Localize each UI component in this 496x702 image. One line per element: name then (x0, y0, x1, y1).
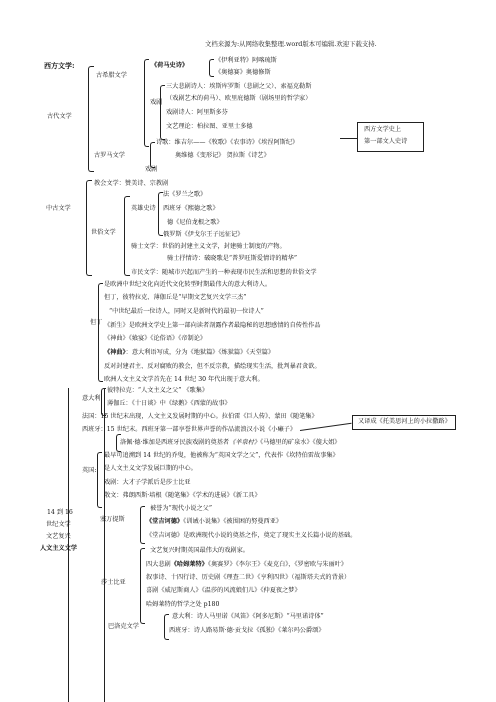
greek-drama-brace (160, 85, 165, 140)
medieval-brace (86, 180, 92, 276)
shakespeare-line5: 哈姆莱特的哲学之处 p180 (146, 601, 220, 608)
dante-line6 (104, 350, 274, 356)
homer-epic-title: 《荷马史诗》 (151, 62, 189, 69)
dante-line5: 《神曲》《飨宴》《论俗语》《帝制论》 (104, 335, 207, 342)
renaissance-line3: 文艺复兴 (46, 533, 71, 540)
baroque-spain: 西班牙：诗人路易斯·德·贡戈拉《孤独》《莱尔玛公爵颂》 (169, 627, 325, 634)
callout-line2: 第一部文人史诗 (364, 138, 408, 145)
renaissance-line2: 世纪文学 (46, 521, 71, 528)
callout-pointer (340, 138, 357, 139)
shakespeare-line3: 叙事诗、十四行诗、历史剧《理查二世》《亨利四世》（福斯塔夫式的背景） (146, 574, 351, 581)
england-prose: 散文：弗朗西斯·培根《随笔集》《学术的进展》《新工具》 (104, 492, 261, 499)
shakespeare-line1: 文艺复兴时期英国最伟大的戏剧家。 (150, 547, 249, 554)
shakespeare-line4: 喜剧《威尼斯商人》《温莎的风流娘们儿》《仲夏夜之梦》 (146, 587, 301, 594)
odyssey: 《奥德赛》奥德修斯 (215, 69, 271, 76)
baroque-label: 巴洛克文学 (108, 623, 139, 630)
roman-drama-label: 戏剧 (145, 166, 158, 173)
greek-brace (144, 59, 149, 147)
tragedians-line1: 三大悲剧诗人：埃斯库罗斯（悲剧之父）、索福克勒斯 (166, 83, 312, 90)
dante-line8: 欧洲人文主义文学首先在 14 世纪 30 年代出现于意大利。 (104, 376, 264, 383)
lope-works: 《马德里的矿泉水》《傻大姐》 (260, 439, 341, 446)
cervantes-line1: 被誉为“现代小说之父” (150, 505, 213, 512)
spain-line1: 西班牙：15 世纪末。西班牙第一部享誉世界声誉的作品流浪汉小说《小癞子》 (82, 426, 297, 433)
heroic-epic-label: 英雄史诗 (131, 205, 156, 212)
greek-drama-label: 戏剧 (150, 99, 163, 106)
epic-callout-box (357, 122, 424, 152)
dante-line4: 《新生》是欧洲文学史上第一部向读者剖露作者最隐秘的思想感情的自传性作品 (104, 322, 321, 329)
nibelung: 德《尼伯龙根之歌》 (167, 219, 223, 226)
ancient-literature-label: 古代文学 (47, 113, 72, 120)
shakespeare-line2 (146, 562, 347, 568)
tragedians-line2: （戏剧艺术的荷马）、欧里庇德斯（剧场里的哲学家） (166, 95, 312, 102)
western-literature-heading: 西方文学: (44, 61, 75, 70)
england-brace (97, 452, 102, 508)
dante-line3: “中世纪最后一位诗人，同时又是新时代的最初一位诗人” (109, 308, 264, 315)
callout-line1: 西方文学史上 (364, 126, 402, 133)
four-tragedies-label: 四大悲剧 (146, 561, 171, 568)
italy-brace (101, 388, 106, 416)
dante-line2: 但丁，彼特拉克、薄伽丘是“早期文艺复兴文学三杰” (104, 294, 247, 301)
epic-brace (209, 59, 214, 77)
church-literature: 教会文学：赞美诗、宗教剧 (94, 180, 169, 187)
lazarillo-callout-text: 又译成《托美思河上的小拉撒路》 (358, 418, 451, 425)
cid: 西班牙《熙德之歌》 (163, 205, 219, 212)
dante-brace (98, 283, 103, 382)
dante-label: 但丁 (90, 319, 103, 326)
italy-petrarch: 彼特拉克：“人文主义之父” 《歌集》 (107, 387, 209, 394)
lazarillo-pointer (300, 423, 352, 431)
england-label: 英国: (82, 467, 97, 474)
humanism-label: 人文主义文学 (40, 545, 78, 552)
knight-lyric: 骑士抒情诗：破晓歌是“普罗旺斯爱情诗的精华” (167, 255, 298, 262)
dante-line7: 反对封建君主、反对腐败的教会，但不反宗教，描绘现实生活，批判暴君贪欲。 (104, 363, 321, 370)
medieval-literature-label: 中古文学 (46, 205, 71, 212)
shakespeare-label: 莎士比亚 (101, 579, 126, 586)
ancient-brace (88, 66, 94, 172)
lope-de-vega: 洛佩·德·维加是西班牙民族戏剧的奠基者 (120, 439, 230, 446)
heroic-brace (158, 192, 163, 236)
divine-comedy-desc: ：意大利语写成，分为《地狱篇》《炼狱篇》《天堂篇》 (125, 349, 275, 356)
civic-literature: 市民文学：随城市兴起而产生的一种表现市民生活和思想的世俗文学 (131, 269, 317, 276)
spain-brace (116, 434, 121, 452)
ancient-roman-label: 古罗马文学 (94, 152, 125, 159)
cervantes-label: 塞万提斯 (100, 516, 125, 523)
theory-line: 文艺理论：柏拉图、亚里士多德 (166, 123, 253, 130)
iliad: 《伊利亚特》阿喀琉斯 (215, 57, 277, 64)
baroque-italy: 意大利：诗人马里诺《风笛》《阿多尼斯》“马里诺诗体” (172, 613, 324, 620)
renaissance-inner-line (104, 388, 105, 702)
england-drama: 戏剧：大才子学派后是莎士比亚 (104, 479, 191, 486)
comedian-line: 戏剧诗人：阿里斯多芬 (166, 109, 228, 116)
secular-brace (124, 196, 130, 276)
igor: 俄罗斯《伊戈尔王子远征记》 (163, 231, 244, 238)
spain-line2 (120, 440, 341, 446)
dante-line1: 是欧洲中世纪文化向近代文化转型时期最伟大的意大利诗人。 (104, 281, 272, 288)
secular-literature-label: 世俗文学 (91, 229, 116, 236)
don-quixote-title: 《堂吉诃德》 (146, 518, 184, 525)
england-chaucer: 最早可追溯到 14 世纪的乔叟，他被称为“英国文学之父”，代表作《坎特伯雷故事集》 (104, 452, 339, 459)
england-center: 是人文主义文学发展巨期的中心。 (104, 465, 197, 472)
divine-comedy-title: 《神曲》 (104, 349, 126, 356)
tragedies-list: 《奥赛罗》《李尔王》《麦克白》，《罗密欧与朱丽叶》 (207, 561, 348, 568)
ancient-greek-label: 古希腊文学 (96, 72, 127, 79)
shakespeare-brace (140, 548, 145, 624)
renaissance-line1: 14 到 16 (47, 509, 73, 516)
cervantes-line3: 《堂吉诃德》是欧洲现代小说的奠基之作，奠定了现实主义长篇小说的基础。 (146, 532, 357, 539)
italy-label: 意大利 (82, 395, 101, 402)
page-header: 文档来源为:从网络收集整理.word版本可编辑.欢迎下载支持. (205, 40, 377, 48)
fuenteovejuna: 《羊泉村》 (229, 439, 261, 446)
roman-brace (150, 142, 155, 168)
hamlet-title: 《哈姆莱特》 (170, 561, 208, 568)
cervantes-brace (140, 506, 145, 544)
roland: 法《罗兰之歌》 (163, 191, 207, 198)
knight-literature: 骑士文学：世俗的封建主义文学，封建骑士制度的产物。 (131, 243, 286, 250)
italy-boccaccio: 薄伽丘：《十日谈》中《绿鹅》《西蒙的故事》 (107, 400, 231, 407)
ovid-line: 奥维德《变形记》 贺拉斯《诗艺》 (175, 152, 270, 159)
roman-poetry-line: 诗歌：维吉尔——《牧歌》《农事诗》《埃涅阿斯纪》 (156, 139, 299, 146)
cervantes-line2 (146, 519, 282, 525)
france-line: 法国：15 世纪末出现，人文主义发展时期的中心。拉伯雷《巨人传》、蒙田《随笔集》 (82, 413, 318, 420)
cervantes-works: 《训诫小说集》《被围困的努曼西亚》 (183, 518, 283, 525)
lazarillo-callout-box (352, 415, 456, 430)
